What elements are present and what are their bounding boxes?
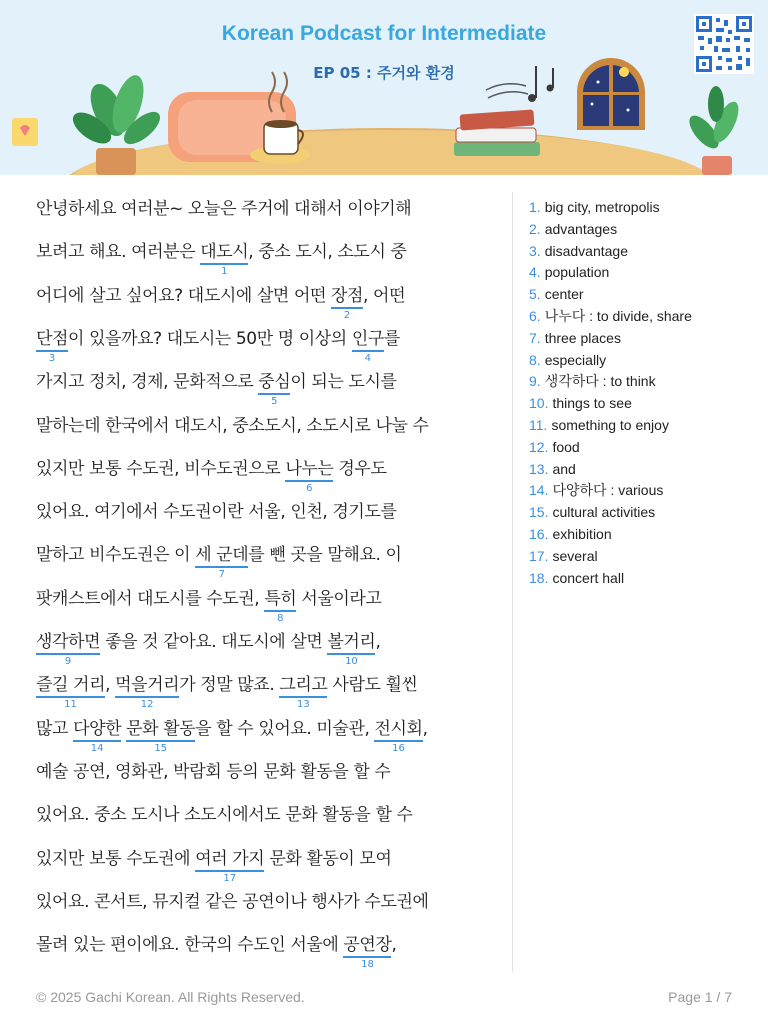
passage-text: , <box>105 675 116 696</box>
vocab-word-number: 1 <box>221 266 228 278</box>
vocab-list-meaning: exhibition <box>552 525 612 542</box>
passage-line <box>36 231 407 278</box>
vocab-list-item <box>529 502 759 524</box>
vocab-list-meaning: 다양하다 : various <box>552 482 664 499</box>
vocab-list-number: 3. <box>529 242 541 259</box>
vocab-word-number: 10 <box>345 656 358 667</box>
vocab-word-number: 14 <box>90 742 104 754</box>
passage-line <box>36 578 382 624</box>
vocab-word-text: 세 군데 <box>195 545 249 566</box>
podcast-title: Korean Podcast for Intermediate <box>221 22 547 45</box>
passage-line <box>36 318 400 364</box>
vocab-word-number: 8 <box>277 612 284 624</box>
vocab-list-item <box>529 350 759 372</box>
vocab-word[interactable] <box>36 674 106 711</box>
passage-text: 가 정말 많죠. <box>179 675 280 696</box>
vocab-word[interactable] <box>36 328 69 364</box>
vocab-word-text: 나누는 <box>285 458 334 479</box>
vocab-word-number: 11 <box>64 699 77 711</box>
episode-subtitle: EP 05 : 주거와 환경 <box>313 64 455 82</box>
passage-line <box>36 361 397 408</box>
column-divider <box>512 192 513 972</box>
vocab-list-meaning: food <box>552 438 580 455</box>
passage-text: 문화 활동이 모여 <box>264 848 392 869</box>
vocab-word-text: 볼거리 <box>327 632 376 652</box>
passage-line <box>36 924 397 971</box>
vocab-list-number: 13. <box>529 460 549 477</box>
vocab-word-text: 단점 <box>36 328 69 349</box>
passage-line <box>36 188 411 231</box>
passage-text: 어디에 살고 싶어요? 대도시에 살면 어떤 <box>36 285 331 306</box>
passage-text: 을 할 수 있어요. 미술관, <box>195 718 375 739</box>
vocab-word[interactable] <box>36 631 101 667</box>
passage-text: , 중소 도시, 소도시 중 <box>248 242 407 263</box>
vocab-list-meaning: things to see <box>552 395 632 412</box>
passage-text: 팟캐스트에서 대도시를 수도권, <box>36 588 265 609</box>
vocab-list-item <box>529 306 759 328</box>
vocab-list-item <box>529 480 759 502</box>
vocab-word[interactable] <box>195 544 249 581</box>
vocabulary-list <box>529 197 759 589</box>
vocab-word[interactable] <box>258 371 291 408</box>
vocab-list-number: 2. <box>529 220 541 237</box>
vocab-list-meaning: disadvantage <box>544 242 628 259</box>
passage-text: 사람도 훨씬 <box>327 675 418 696</box>
passage-line <box>36 664 418 711</box>
vocab-list-item <box>529 546 759 568</box>
vocab-word-number: 15 <box>154 742 168 754</box>
passage-line <box>36 275 406 321</box>
vocab-list-number: 16. <box>529 525 549 542</box>
vocab-word-text: 인구 <box>351 328 384 349</box>
passage-text: , <box>375 632 381 652</box>
vocab-list-number: 7. <box>529 329 541 346</box>
vocab-word[interactable] <box>264 588 297 624</box>
passage-text: 이 있을까요? 대도시는 50만 명 이상의 <box>68 328 352 349</box>
vocab-list-number: 6. <box>529 307 541 324</box>
passage-text: 보려고 해요. 여러분은 <box>36 242 201 263</box>
vocab-list-item <box>529 328 759 350</box>
passage-line <box>36 881 429 924</box>
vocab-list-number: 15. <box>529 504 549 521</box>
vocab-word-text: 다양한 <box>73 718 122 739</box>
vocab-list-meaning: center <box>544 286 584 303</box>
vocab-list-meaning: 생각하다 : to think <box>544 373 656 390</box>
vocab-list-number: 5. <box>529 286 541 303</box>
passage-text: 서울이라고 <box>296 588 382 609</box>
vocab-word-number: 16 <box>392 742 405 754</box>
vocab-list-number: 4. <box>529 264 541 281</box>
vocab-word-text: 중심 <box>258 372 291 393</box>
vocab-list-meaning: concert hall <box>552 569 625 586</box>
passage-text: 안녕하세요 여러분~ 오늘은 주거에 대해서 이야기해 <box>36 199 412 219</box>
vocab-list-number: 11. <box>529 416 548 433</box>
passage-text: 몰려 있는 편이에요. 한국의 수도인 서울에 <box>36 935 344 956</box>
passage-text: 많고 <box>36 718 74 739</box>
passage-text: , 어떤 <box>363 285 406 306</box>
vocab-word-text: 대도시 <box>200 242 249 263</box>
vocab-word-number: 18 <box>361 959 374 971</box>
vocab-word-number: 9 <box>64 656 72 667</box>
passage-line <box>36 621 381 667</box>
vocab-word-text: 생각하면 <box>36 632 101 652</box>
vocab-word-text: 문화 활동 <box>126 718 196 739</box>
vocab-word-number: 2 <box>343 309 351 321</box>
vocab-list-item <box>529 197 759 219</box>
passage-text: , <box>391 935 397 956</box>
vocab-word-text: 공연장 <box>343 935 392 956</box>
passage-line <box>36 838 392 884</box>
passage-line <box>36 491 396 534</box>
vocab-list-item <box>529 284 759 306</box>
vocab-word[interactable] <box>285 458 334 494</box>
vocab-list-item <box>529 219 759 241</box>
vocab-word[interactable] <box>279 674 328 711</box>
vocab-list-number: 9. <box>529 373 541 390</box>
passage-text: 있어요. 콘서트, 뮤지컬 같은 공연이나 행사가 수도권에 <box>36 891 429 912</box>
vocab-list-meaning: cultural activities <box>552 504 656 521</box>
vocab-list-meaning: something to enjoy <box>551 416 669 433</box>
vocab-word[interactable] <box>126 718 196 754</box>
vocab-word[interactable] <box>195 848 265 884</box>
vocab-word-text: 여러 가지 <box>195 848 265 869</box>
vocab-word-number: 7 <box>218 569 225 581</box>
vocab-word-text: 먹을거리 <box>115 675 180 696</box>
vocab-word-number: 13 <box>297 699 310 711</box>
passage-text: 를 뺀 곳을 말해요. 이 <box>248 545 402 566</box>
vocab-list-meaning: 나누다 : to divide, share <box>544 307 692 324</box>
vocab-word-number: 3 <box>48 352 56 364</box>
passage-line <box>36 794 413 837</box>
passage-text: 있지만 보통 수도권, 비수도권으로 <box>36 458 286 479</box>
vocab-word-number: 5 <box>271 396 278 408</box>
vocab-list-item <box>529 437 759 459</box>
vocab-list-number: 17. <box>529 547 549 564</box>
vocab-list-meaning: advantages <box>544 220 618 237</box>
vocab-word[interactable] <box>73 718 122 754</box>
passage-text: 있지만 보통 수도권에 <box>36 848 196 869</box>
vocab-word[interactable] <box>351 328 384 364</box>
vocab-list-meaning: population <box>544 264 610 281</box>
vocab-list-number: 12. <box>529 438 549 455</box>
vocab-word-text: 전시회 <box>374 718 423 739</box>
vocab-word-text: 장점 <box>331 285 364 306</box>
vocab-list-number: 14. <box>529 482 549 499</box>
passage-text: 가지고 정치, 경제, 문화적으로 <box>36 372 259 393</box>
books-icon <box>454 109 540 156</box>
passage-text: 를 <box>383 328 400 349</box>
vocab-list-number: 8. <box>529 351 541 368</box>
vocab-list-meaning: three places <box>544 329 621 346</box>
vocab-list-item <box>529 241 759 263</box>
vocab-list-meaning: and <box>552 460 576 477</box>
vocab-word[interactable] <box>374 718 423 754</box>
vocab-list-number: 18. <box>529 569 549 586</box>
vocab-list-item <box>529 459 759 481</box>
page-number: Page 1 / 7 <box>668 989 732 1005</box>
passage-text: 좋을 것 같아요. 대도시에 살면 <box>100 632 328 652</box>
passage-text: 말하는데 한국에서 대도시, 중소도시, 소도시로 나눌 수 <box>36 415 429 436</box>
passage-line <box>36 534 402 581</box>
vocab-list-item <box>529 415 759 437</box>
vocab-word-number: 4 <box>364 352 372 364</box>
vocab-list-number: 1. <box>529 199 541 215</box>
vocab-word[interactable] <box>115 674 180 711</box>
vocab-list-item <box>529 393 759 415</box>
vocab-list-item <box>529 262 759 284</box>
passage-line <box>36 751 390 794</box>
vocab-word-text: 특히 <box>264 588 297 609</box>
passage-line <box>36 708 428 754</box>
vocab-list-meaning: big city, metropolis <box>544 199 660 215</box>
vocab-word[interactable] <box>327 631 376 667</box>
header-banner <box>0 0 768 175</box>
passage-text: 있어요. 중소 도시나 소도시에서도 문화 활동을 할 수 <box>36 805 413 826</box>
vocab-word-number: 6 <box>306 482 313 494</box>
vocab-word[interactable] <box>331 285 364 321</box>
vocab-list-meaning: several <box>552 547 598 564</box>
vocab-word-text: 즐길 거리 <box>36 675 106 696</box>
passage-line <box>36 405 429 448</box>
vocab-word[interactable] <box>200 241 249 278</box>
vocab-list-item <box>529 568 759 590</box>
vocab-word-text: 그리고 <box>279 675 328 696</box>
passage-text: 경우도 <box>333 458 387 479</box>
vocab-word[interactable] <box>343 934 392 971</box>
vocab-list-number: 10. <box>529 395 549 412</box>
passage-text: 이 되는 도시를 <box>290 372 397 393</box>
vocab-list-meaning: especially <box>544 351 607 368</box>
passage-text: , <box>422 718 428 739</box>
passage-line <box>36 448 387 494</box>
passage-text: 있어요. 여기에서 수도권이란 서울, 인천, 경기도를 <box>36 502 397 523</box>
passage-text: 말하고 비수도권은 이 <box>36 545 196 566</box>
vocab-list-item <box>529 371 759 393</box>
vocab-word-number: 17 <box>223 872 237 884</box>
passage-text: 예술 공연, 영화관, 박람회 등의 문화 활동을 할 수 <box>36 761 391 782</box>
vocab-word-number: 12 <box>140 699 154 711</box>
plant-right-icon <box>684 86 743 175</box>
copyright-text: © 2025 Gachi Korean. All Rights Reserved. <box>36 989 305 1005</box>
vocab-list-item <box>529 524 759 546</box>
